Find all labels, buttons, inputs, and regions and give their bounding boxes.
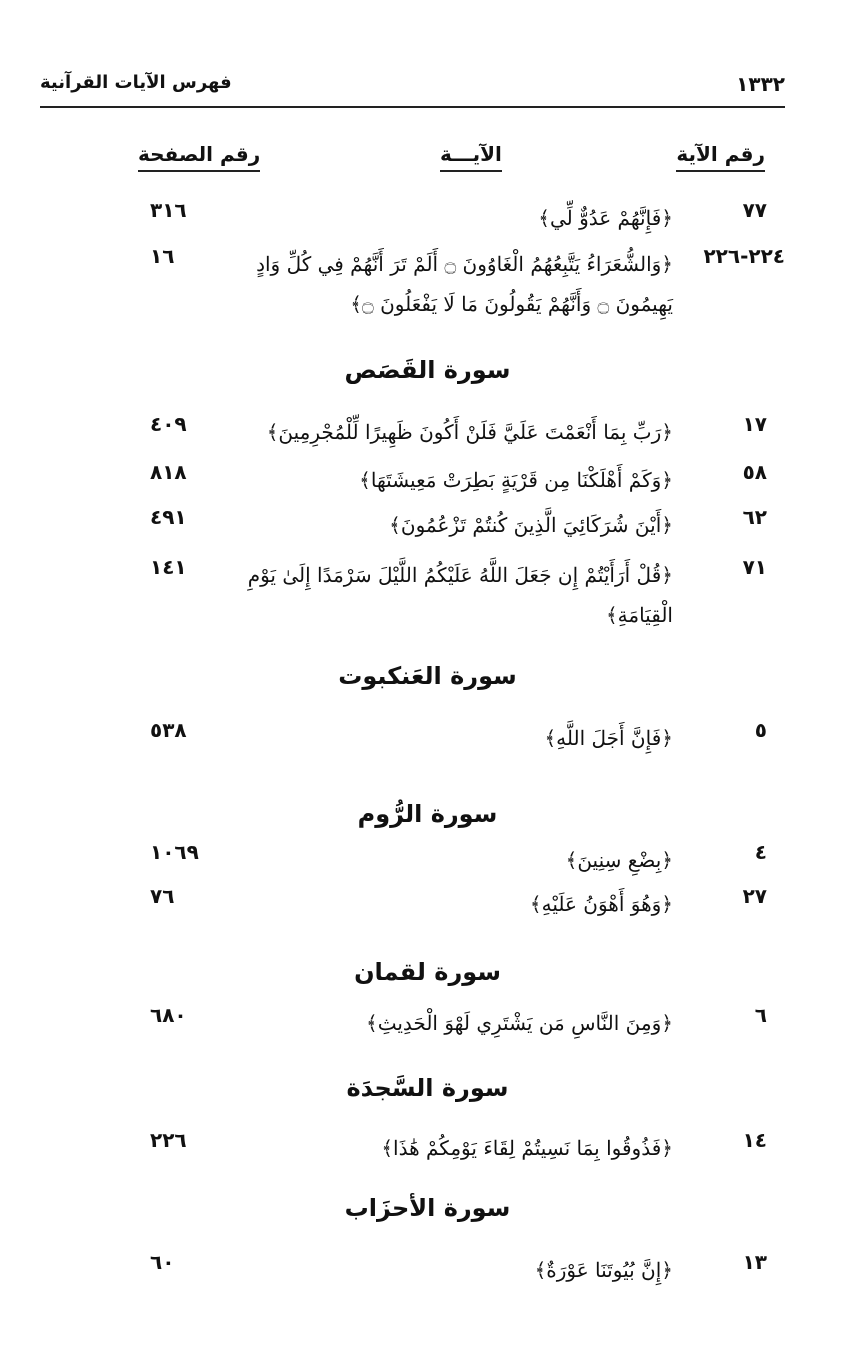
verse-text: ﴿فَإِنَّ أَجَلَ اللَّهِ﴾: [544, 726, 673, 750]
column-header-verse: الآيـــة: [440, 142, 502, 172]
page-ref: ٣١٦: [150, 198, 187, 222]
column-header-page-number: رقم الصفحة: [138, 142, 260, 172]
page-ref: ٧٦: [150, 884, 175, 908]
verse-number: ٦: [754, 1003, 767, 1027]
verse-number: ٢٧: [742, 884, 767, 908]
verse-number: ٥٨: [742, 460, 767, 484]
verse-text: ﴿فَذُوقُوا بِمَا نَسِيتُمْ لِقَاءَ يَوْمِكُمْ هَٰذَا﴾: [381, 1136, 673, 1160]
surah-heading: سورة الأحزَاب: [344, 1194, 511, 1222]
verse-number: ١٣: [742, 1250, 767, 1274]
running-header: [40, 70, 785, 108]
verse-text: ﴿وَكَمْ أَهْلَكْنَا مِن قَرْيَةٍ بَطِرَتْ مَعِيشَتَهَا﴾: [359, 468, 673, 492]
verse-text: ﴿قُلْ أَرَأَيْتُمْ إِن جَعَلَ اللَّهُ عَلَيْكُمُ اللَّيْلَ سَرْمَدًا إِلَىٰ يَوْمِ الْقِيَامَةِ﴾: [247, 563, 673, 627]
page-number: ١٣٣٢: [736, 72, 785, 96]
verse-number: ٧٧: [742, 198, 767, 222]
verse-number: ١٤: [742, 1128, 767, 1152]
surah-heading: سورة العَنكبوت: [338, 662, 517, 690]
running-title: فهرس الآيات القرآنية: [40, 72, 232, 93]
verse-text: ﴿بِضْعِ سِنِينَ﴾: [565, 848, 673, 872]
verse-text: ﴿وَمِنَ النَّاسِ مَن يَشْتَرِي لَهْوَ الْحَدِيثِ﴾: [366, 1011, 673, 1035]
verse-number: ١٧: [742, 412, 767, 436]
verse-text: ﴿إِنَّ بُيُوتَنَا عَوْرَةٌ﴾: [534, 1258, 673, 1282]
column-header-verse-number: رقم الآية: [676, 142, 765, 172]
verse-number: ٦٢: [742, 505, 767, 529]
verse-number: ٢٢٤-٢٢٦: [703, 244, 785, 268]
page-ref: ٦٨٠: [150, 1003, 187, 1027]
verse-text: ﴿وَالشُّعَرَاءُ يَتَّبِعُهُمُ الْغَاوُونَ ۝ أَلَمْ تَرَ أَنَّهُمْ فِي كُلِّ وَادٍ يَهِيمُونَ ۝ وَأَنَّهُمْ يَقُولُونَ مَا لَا يَفْعَلُونَ ۝﴾: [256, 252, 673, 316]
verse-number: ٤: [754, 840, 767, 864]
page-ref: ١٠٦٩: [150, 840, 199, 864]
surah-heading: سورة السَّجدَة: [346, 1074, 509, 1102]
verse-text: ﴿فَإِنَّهُمْ عَدُوٌّ لِّي﴾: [538, 206, 673, 230]
page-ref: ٨١٨: [150, 460, 187, 484]
surah-heading: سورة القَصَص: [344, 356, 511, 384]
page-ref: ١٤١: [150, 555, 187, 579]
surah-heading: سورة لقمان: [354, 958, 501, 986]
page-ref: ٤٠٩: [150, 412, 187, 436]
page-ref: ٦٠: [150, 1250, 175, 1274]
verse-number: ٥: [754, 718, 767, 742]
page-ref: ٢٢٦: [150, 1128, 187, 1152]
verse-text: ﴿رَبِّ بِمَا أَنْعَمْتَ عَلَيَّ فَلَنْ أَكُونَ ظَهِيرًا لِّلْمُجْرِمِينَ﴾: [266, 420, 673, 444]
surah-heading: سورة الرُّوم: [357, 800, 498, 828]
verse-text: ﴿أَيْنَ شُرَكَائِيَ الَّذِينَ كُنتُمْ تَزْعُمُونَ﴾: [389, 513, 673, 537]
verse-number: ٧١: [742, 555, 767, 579]
page-ref: ٥٣٨: [150, 718, 187, 742]
page-ref: ١٦: [150, 244, 175, 268]
page-ref: ٤٩١: [150, 505, 187, 529]
verse-text: ﴿وَهُوَ أَهْوَنُ عَلَيْهِ﴾: [529, 892, 673, 916]
